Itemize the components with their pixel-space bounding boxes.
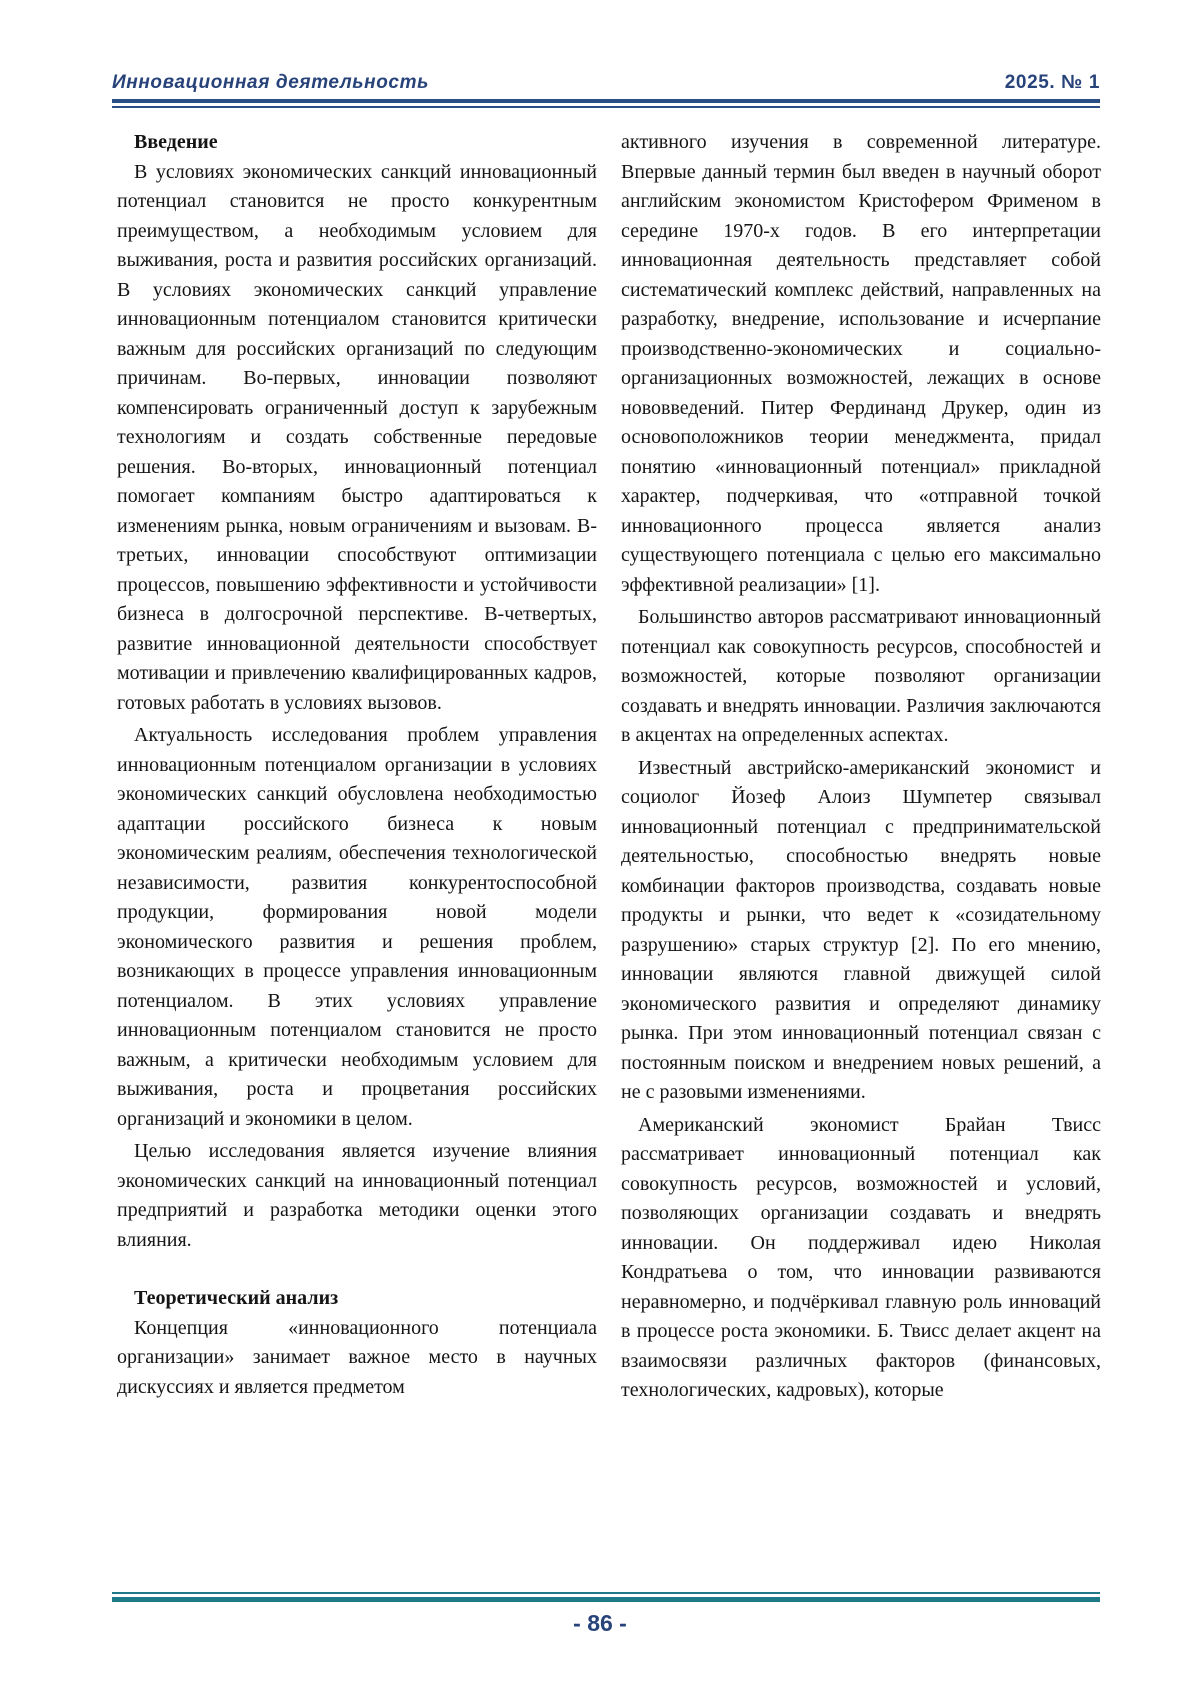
page-number: - 86 -	[0, 1610, 1200, 1637]
journal-title: Инновационная деятельность	[112, 72, 429, 94]
paragraph: Целью исследования является изучение влияния экономических санкций на инновационный потенциал предприятий и разработка методики оценки этого влияния.	[117, 1137, 597, 1255]
paragraph: Актуальность исследования проблем управления инновационным потенциалом организации в условиях экономических санкций обусловлена необходимостью адаптации российского бизнеса к новым экономическим реалиям, обеспечения технологической независимости, развития конкурентоспособной продукции, формирования новой модели экономического развития и решения проблем, возникающих в процессе управления инновационным потенциалом. В этих условиях управление инновационным потенциалом становится не просто важным, а критически необходимым условием для выживания, роста и процветания российских организаций и экономики в целом.	[117, 721, 597, 1134]
paragraph: Большинство авторов рассматривают инновационный потенциал как совокупность ресурсов, способностей и возможностей, которые позволяют организации создавать и внедрять инновации. Различия заключаются в акцентах на определенных аспектах.	[621, 603, 1101, 751]
section-heading-theoretical-analysis: Теоретический анализ	[117, 1284, 597, 1314]
right-column	[621, 128, 1101, 1406]
running-header	[112, 72, 1100, 98]
section-heading-introduction: Введение	[117, 128, 597, 158]
paragraph-continued: активного изучения в современной литературе. Впервые данный термин был введен в научный оборот английским экономистом Кристофером Фрименом в середине 1970-х годов. В его интерпретации инновационная деятельность представляет собой систематический комплекс действий, направленных на разработку, внедрение, использование и исчерпание производственно-экономических и социально-организационных возможностей, лежащих в основе нововведений. Питер Фердинанд Друкер, один из основоположников теории менеджмента, придал понятию «инновационный потенциал» прикладной характер, подчеркивая, что «отправной точкой инновационного процесса является анализ существующего потенциала с целью его максимально эффективной реализации» [1].	[621, 128, 1101, 600]
header-rule-thin	[112, 106, 1100, 108]
paragraph: Американский экономист Брайан Твисс рассматривает инновационный потенциал как совокупность ресурсов, возможностей и условий, позволяющих организации создавать и внедрять инновации. Он поддерживал идею Николая Кондратьева о том, что инновации развиваются неравномерно, и подчёркивал главную роль инноваций в процессе роста экономики. Б. Твисс делает акцент на взаимосвязи различных факторов (финансовых, технологических, кадровых), которые	[621, 1111, 1101, 1406]
footer-rule-thin	[112, 1592, 1100, 1594]
footer-rule-thick	[112, 1597, 1100, 1602]
paragraph: В условиях экономических санкций инновационный потенциал становится не просто конкурентным преимуществом, а необходимым условием для выживания, роста и развития российских организаций. В условиях экономических санкций управление инновационным потенциалом становится критически важным для российских организаций по следующим причинам. Во-первых, инновации позволяют компенсировать ограниченный доступ к зарубежным технологиям и создать собственные передовые решения. Во-вторых, инновационный потенциал помогает компаниям быстро адаптироваться к изменениям рынка, новым ограничениям и вызовам. В-третьих, инновации способствуют оптимизации процессов, повышению эффективности и устойчивости бизнеса в долгосрочной перспективе. В-четвертых, развитие инновационной деятельности способствует мотивации и привлечению квалифицированных кадров, готовых работать в условиях вызовов.	[117, 158, 597, 719]
issue-number: 2025. № 1	[1005, 72, 1100, 94]
paragraph: Концепция «инновационного потенциала организации» занимает важное место в научных дискуссиях и является предметом	[117, 1314, 597, 1403]
paragraph: Известный австрийско-американский экономист и социолог Йозеф Алоиз Шумпетер связывал инновационный потенциал с предпринимательской деятельностью, способностью внедрять новые комбинации факторов производства, создавать новые продукты и рынки, что ведет к «созидательному разрушению» старых структур [2]. По его мнению, инновации являются главной движущей силой экономического развития и определяют динамику рынка. При этом инновационный потенциал связан с постоянным поиском и внедрением новых решений, а не с разовыми изменениями.	[621, 754, 1101, 1108]
left-column	[117, 128, 597, 1402]
header-rule-thick	[112, 99, 1100, 103]
